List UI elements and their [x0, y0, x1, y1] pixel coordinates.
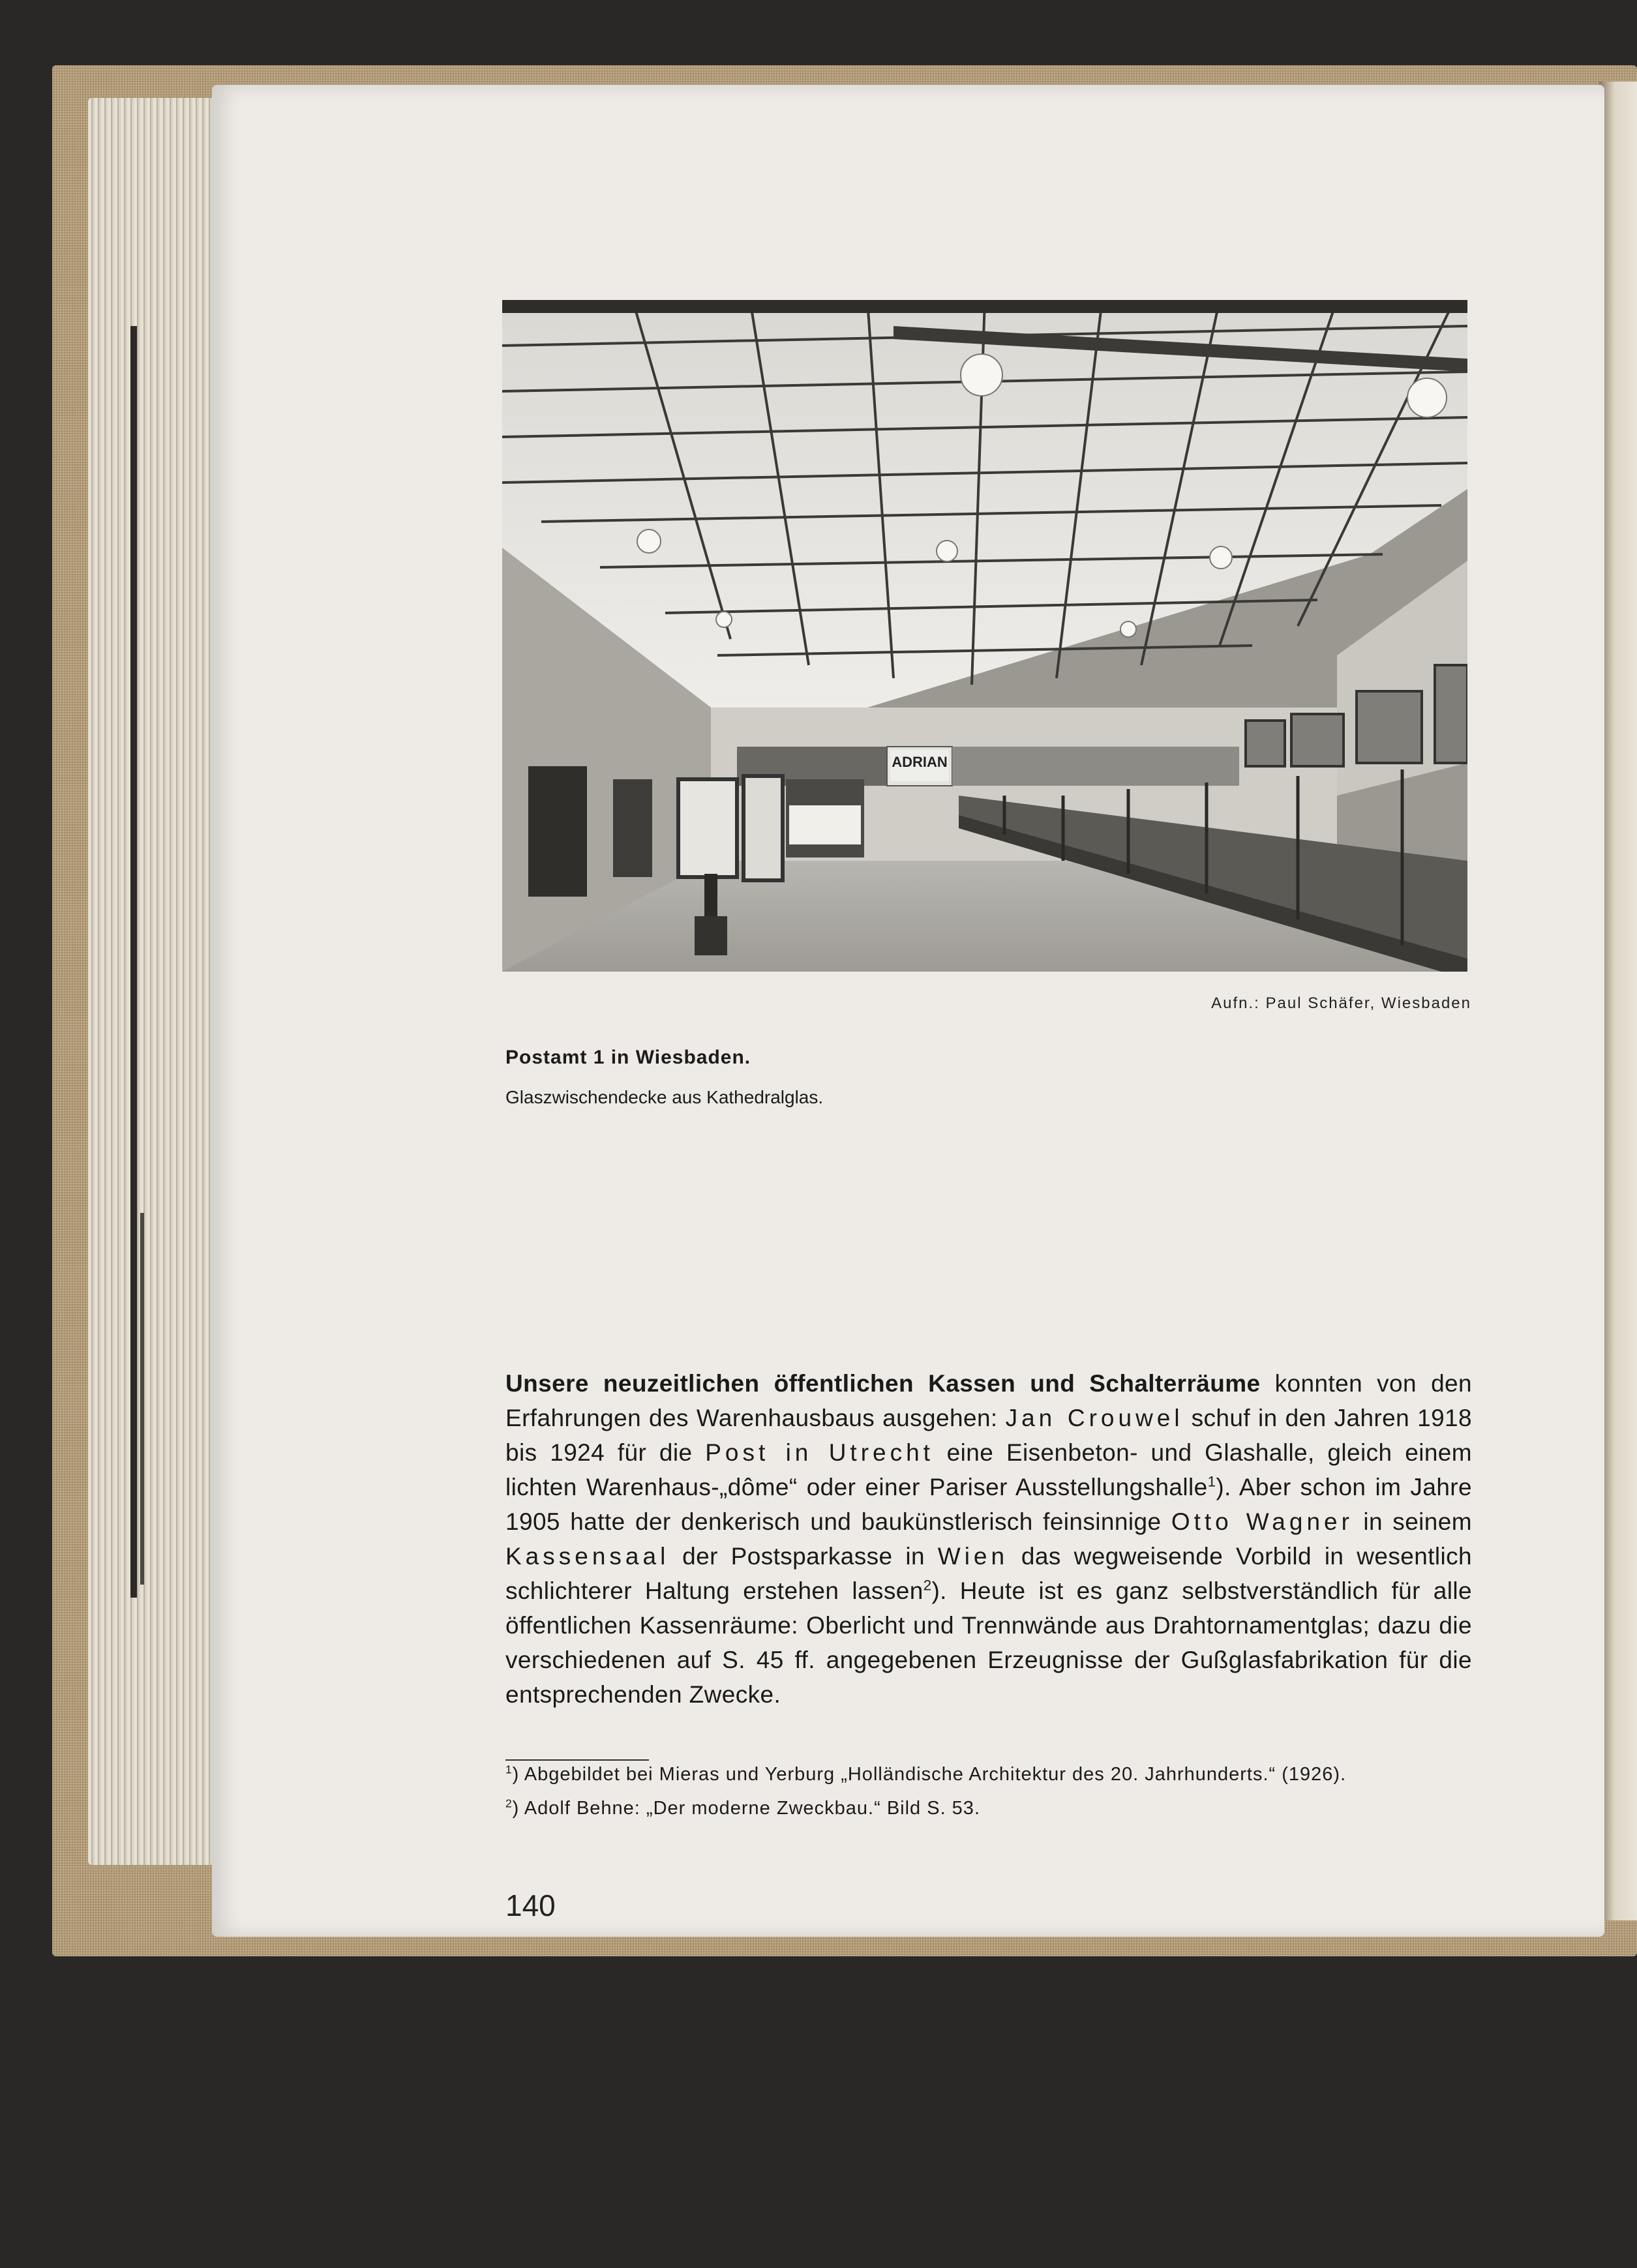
- body-text-span: der Postsparkasse in: [669, 1543, 938, 1570]
- footnote-1: [505, 1764, 1346, 1785]
- footnote-mark: 2: [505, 1797, 513, 1810]
- page-edges-right: [1599, 82, 1637, 1920]
- body-text-span: ). Heute ist es ganz selbstverständlich für alle öffentlichen Kassenräume: Oberlicht und Trennwände aus Drahtornamentglas; dazu die verschiedenen auf S. 45 ff. angegebenen Erzeugnisse der Gußglasfabrikation für die entsprechenden Zwecke.: [505, 1577, 1472, 1708]
- name-crouwel: Jan Crouwel: [1005, 1405, 1184, 1431]
- name-wagner: Otto Wagner: [1171, 1508, 1353, 1535]
- footnote-divider: [505, 1759, 649, 1761]
- page-number: 140: [505, 1888, 556, 1922]
- footnote-ref-2: 2: [923, 1577, 932, 1594]
- footnote-text: ) Adolf Behne: „Der moderne Zweckbau.“ Bild S. 53.: [512, 1798, 980, 1819]
- photo-credit: Aufn.: Paul Schäfer, Wiesbaden: [1211, 994, 1471, 1012]
- body-text-span: eine Eisenbeton- und Glashalle, gleich einem lichten Warenhaus-„dôme“ oder einer Pariser Ausstellungshalle: [505, 1439, 1472, 1500]
- body-text-span: ). Aber schon im Jahre 1905 hatte der denkerisch und baukünstlerisch feinsinnige: [505, 1474, 1472, 1535]
- adrian-sign: ADRIAN: [892, 754, 948, 770]
- body-text-span: das wegweisende Vorbild in wesentlich schlichterer Haltung erstehen lassen: [505, 1543, 1472, 1604]
- footnote-ref-1: 1: [1207, 1473, 1216, 1490]
- footnote-mark: 1: [505, 1763, 513, 1776]
- name-utrecht: Post in Utrecht: [705, 1439, 934, 1466]
- footnote-text: ) Abgebildet bei Mieras und Yerburg „Holländische Architektur des 20. Jahrhunderts.“ (1926).: [512, 1764, 1347, 1785]
- edge-mark: [130, 326, 137, 1598]
- lead-phrase: Unsere neuzeitlichen öffentlichen Kassen und Schalterräume: [505, 1370, 1261, 1397]
- page-edges-left: [88, 98, 218, 1865]
- edge-mark: [140, 1213, 144, 1585]
- caption-title: Postamt 1 in Wiesbaden.: [505, 1047, 751, 1068]
- name-kassensaal: Kassensaal: [505, 1543, 670, 1570]
- name-wien: Wien: [937, 1543, 1009, 1570]
- body-paragraph: [505, 1366, 1472, 1712]
- body-text-span: konnten von den Erfahrungen des Warenhausbaus ausgehen:: [505, 1370, 1473, 1431]
- footnote-2: [505, 1798, 980, 1819]
- body-text-span: in seinem: [1353, 1508, 1472, 1535]
- post-office-photo: [502, 300, 1467, 972]
- body-text-span: schuf in den Jahren 1918 bis 1924 für die: [505, 1405, 1473, 1466]
- caption-subtitle: Glaszwischendecke aus Kathedralglas.: [505, 1087, 824, 1107]
